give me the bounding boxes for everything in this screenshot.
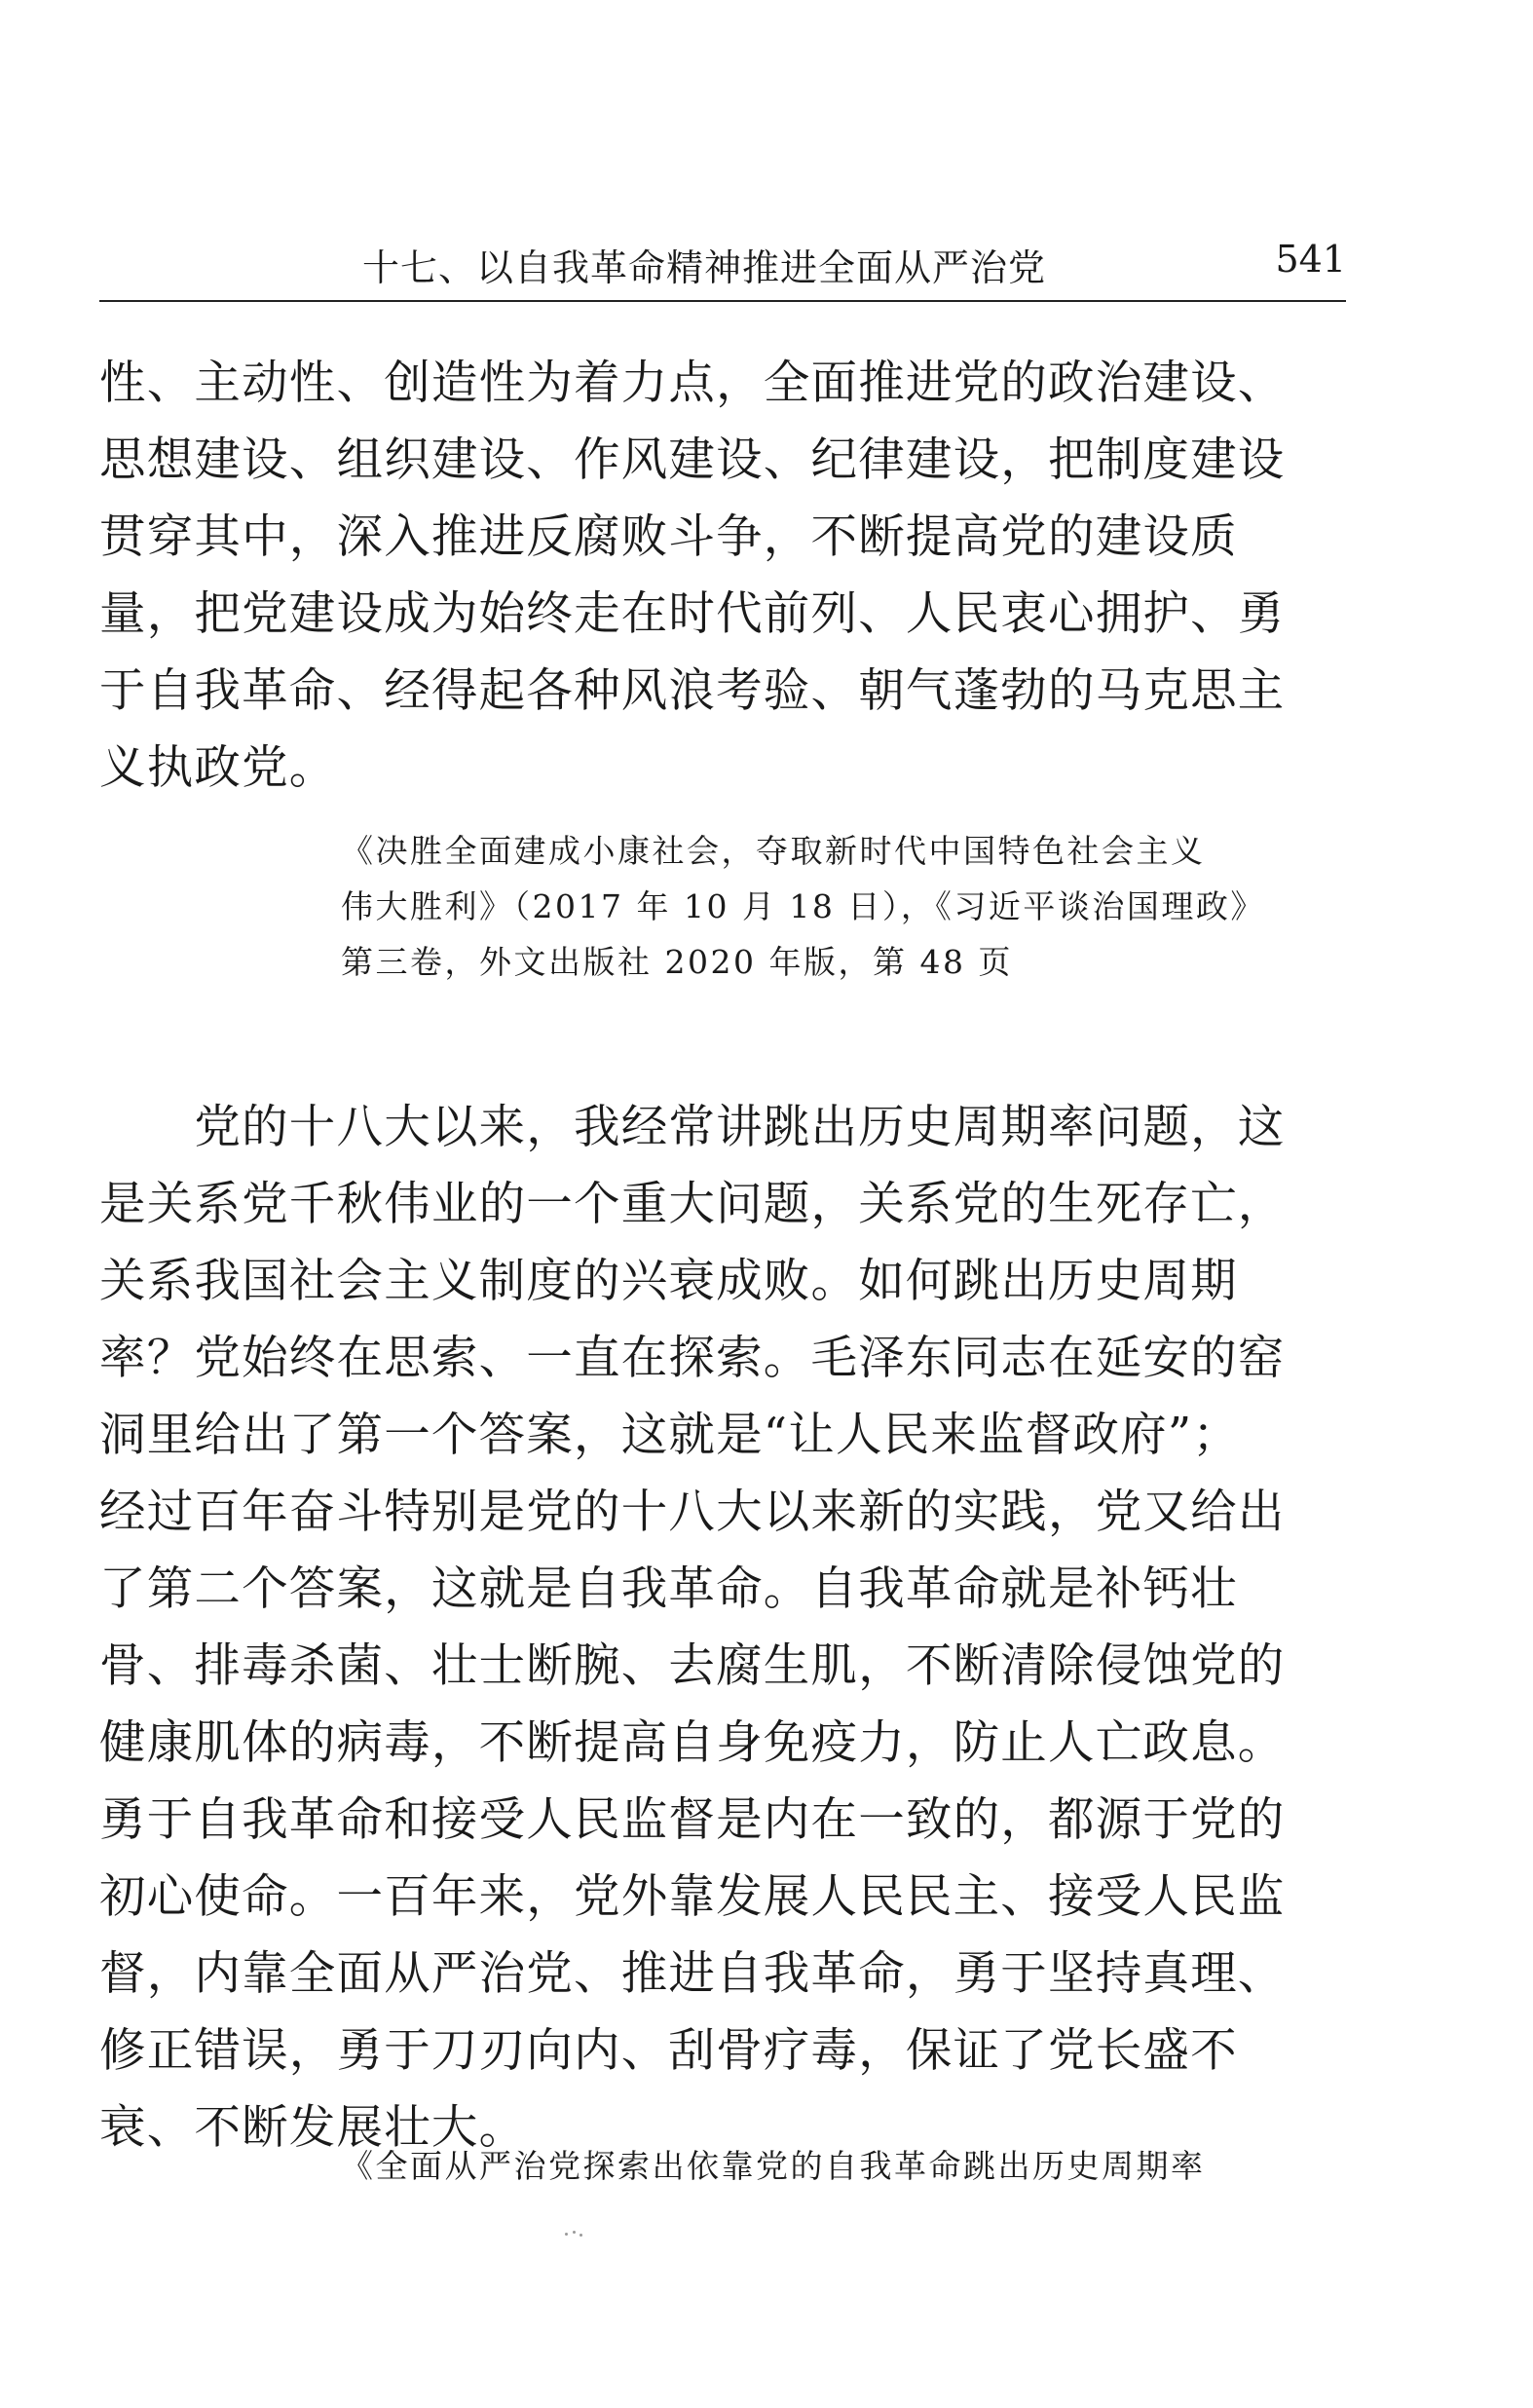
paragraph-1 [99,345,1356,807]
text-line: 修正错误，勇于刀刃向内、刮骨疗毒，保证了党长盛不 [99,2024,1238,2078]
text-line: 初心使命。一百年来，党外靠发展人民民主、接受人民监 [99,1870,1286,1924]
text-line: 党的十八大以来，我经常讲跳出历史周期率问题，这 [99,1101,1286,1154]
text-line: 义执政党。 [99,741,337,795]
text-line: 量，把党建设成为始终走在时代前列、人民衷心拥护、勇 [99,587,1286,641]
running-header [99,230,1346,292]
chapter-title: 十七、以自我革命精神推进全面从严治党 [362,246,1047,289]
scan-speck [565,2231,588,2237]
citation-line: 《决胜全面建成小康社会，夺取新时代中国特色社会主义 [341,832,1206,870]
text-line: 健康肌体的病毒，不断提高自身免疫力，防止人亡政息。 [99,1716,1286,1770]
citation-1 [341,823,1265,990]
text-line: 贯穿其中，深入推进反腐败斗争，不断提高党的建设质 [99,510,1238,564]
text-line: 督，内靠全面从严治党、推进自我革命，勇于坚持真理、 [99,1947,1286,2001]
header-divider [99,300,1346,302]
text-line: 勇于自我革命和接受人民监督是内在一致的，都源于党的 [99,1793,1286,1847]
text-line: 洞里给出了第一个答案，这就是“让人民来监督政府”； [99,1409,1241,1462]
text-line: 经过百年奋斗特别是党的十八大以来新的实践，党又给出 [99,1486,1286,1539]
text-line: 了第二个答案，这就是自我革命。自我革命就是补钙壮 [99,1562,1238,1616]
text-line: 关系我国社会主义制度的兴衰成败。如何跳出历史周期 [99,1255,1238,1308]
text-line: 思想建设、组织建设、作风建设、纪律建设，把制度建设 [99,433,1286,487]
citation-line: 第三卷，外文出版社 2020 年版，第 48 页 [341,943,1013,981]
paragraph-2 [99,1089,1356,2166]
citation-2 [341,2138,1206,2194]
citation-line: 《全面从严治党探索出依靠党的自我革命跳出历史周期率 [341,2147,1206,2185]
text-line: 于自我革命、经得起各种风浪考验、朝气蓬勃的马克思主 [99,664,1286,718]
text-line: 性、主动性、创造性为着力点，全面推进党的政治建设、 [99,357,1286,410]
text-line: 是关系党千秋伟业的一个重大问题，关系党的生死存亡， [99,1178,1286,1231]
text-line: 衰、不断发展壮大。 [99,2101,527,2155]
citation-line: 伟大胜利》（2017 年 10 月 18 日），《习近平谈治国理政》 [341,887,1265,925]
text-line: 骨、排毒杀菌、壮士断腕、去腐生肌，不断清除侵蚀党的 [99,1639,1286,1693]
page-number: 541 [1275,238,1346,281]
text-line: 率？党始终在思索、一直在探索。毛泽东同志在延安的窑 [99,1332,1286,1385]
